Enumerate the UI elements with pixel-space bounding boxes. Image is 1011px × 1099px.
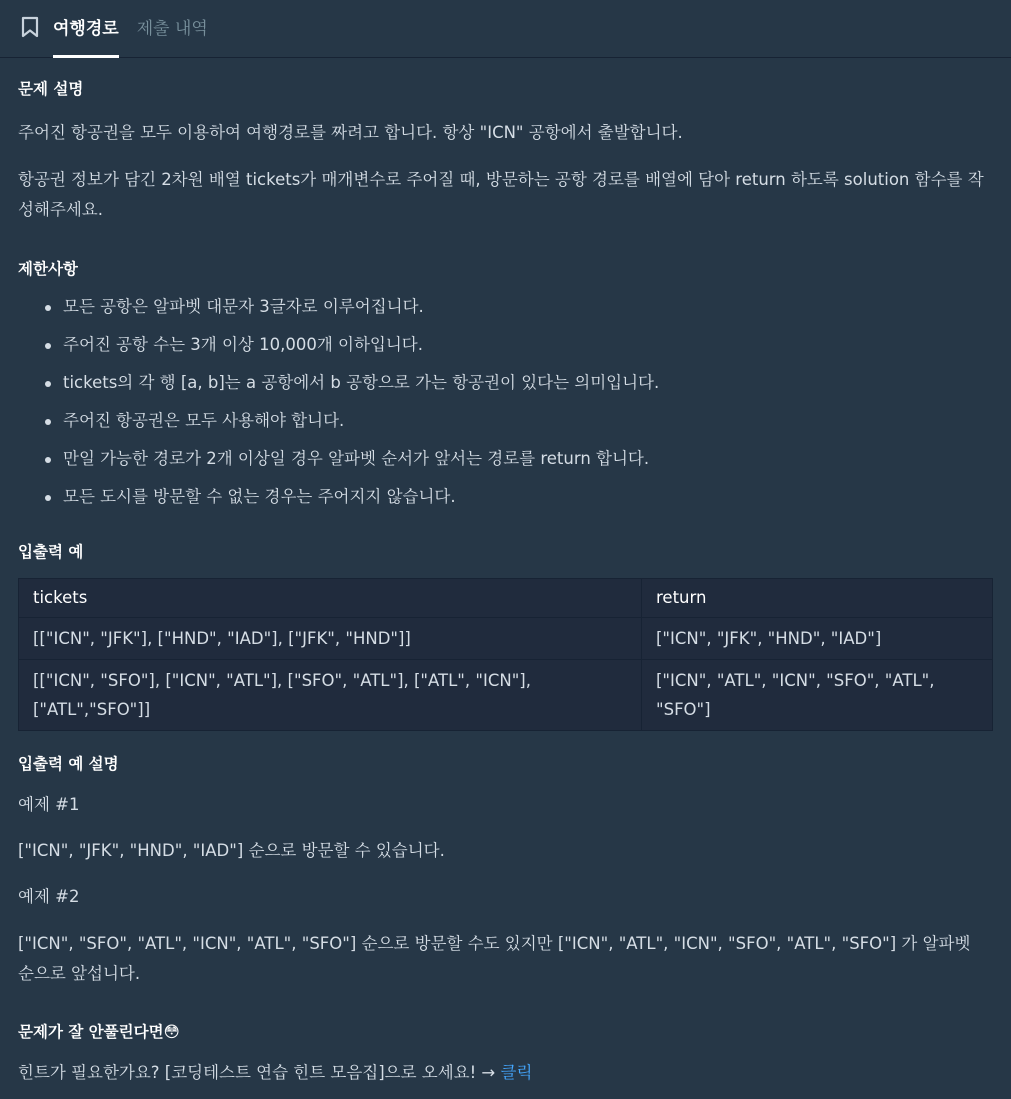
table-header-row	[19, 579, 993, 618]
list-item: 주어진 공항 수는 3개 이상 10,000개 이하입니다.	[18, 330, 993, 368]
hint-heading: 문제가 잘 안풀린다면😳	[18, 1023, 180, 1041]
problem-heading: 문제 설명	[18, 80, 84, 98]
constraints-list	[18, 292, 993, 520]
constraints-heading: 제한사항	[18, 260, 78, 278]
tab-bar	[0, 0, 1011, 58]
table-cell-tickets: [["ICN", "SFO"], ["ICN", "ATL"], ["SFO", "ATL"], ["ATL", "ICN"], ["ATL","SFO"]]	[19, 660, 642, 731]
hint-text	[18, 1058, 993, 1088]
column-header-tickets: tickets	[19, 579, 642, 618]
tab-problem[interactable]: 여행경로	[53, 0, 119, 57]
problem-paragraph: 항공권 정보가 담긴 2차원 배열 tickets가 매개변수로 주어질 때, 방문하는 공항 경로를 배열에 담아 return 하도록 solution 함수를 작성해주세요.	[18, 170, 984, 219]
tab-submissions[interactable]: 제출 내역	[136, 19, 208, 39]
examples-heading: 입출력 예	[18, 543, 84, 561]
problem-paragraph: 주어진 항공권을 모두 이용하여 여행경로를 짜려고 합니다. 항상 "ICN" 공항에서 출발합니다.	[18, 123, 683, 142]
examples-table	[18, 578, 993, 731]
bookmark-icon[interactable]	[20, 0, 40, 57]
list-item: 만일 가능한 경로가 2개 이상일 경우 알파벳 순서가 앞서는 경로를 return 합니다.	[18, 444, 993, 482]
table-row	[19, 618, 993, 660]
table-row	[19, 660, 993, 731]
example-2-text: ["ICN", "SFO", "ATL", "ICN", "ATL", "SFO"] 순으로 방문할 수도 있지만 ["ICN", "ATL", "ICN", "SFO", "ATL", "SFO"] 가 알파벳 순으로 앞섭니다.	[18, 934, 971, 983]
example-1-title: 예제 #1	[18, 795, 80, 814]
column-header-return: return	[642, 579, 993, 618]
list-item: 모든 공항은 알파벳 대문자 3글자로 이루어집니다.	[18, 292, 993, 330]
table-cell-tickets: [["ICN", "JFK"], ["HND", "IAD"], ["JFK", "HND"]]	[19, 618, 642, 660]
list-item: tickets의 각 행 [a, b]는 a 공항에서 b 공항으로 가는 항공권이 있다는 의미입니다.	[18, 368, 993, 406]
hint-text-label: 힌트가 필요한가요? [코딩테스트 연습 힌트 모음집]으로 오세요! →	[18, 1063, 501, 1082]
table-cell-return: ["ICN", "ATL", "ICN", "SFO", "ATL", "SFO"]	[642, 660, 993, 731]
table-cell-return: ["ICN", "JFK", "HND", "IAD"]	[642, 618, 993, 660]
explanation-heading: 입출력 예 설명	[18, 755, 119, 773]
list-item: 주어진 항공권은 모두 사용해야 합니다.	[18, 406, 993, 444]
hint-link[interactable]: 클릭	[500, 1063, 533, 1082]
example-2-title: 예제 #2	[18, 887, 80, 906]
list-item: 모든 도시를 방문할 수 없는 경우는 주어지지 않습니다.	[18, 482, 993, 520]
example-1-text: ["ICN", "JFK", "HND", "IAD"] 순으로 방문할 수 있습니다.	[18, 841, 445, 860]
